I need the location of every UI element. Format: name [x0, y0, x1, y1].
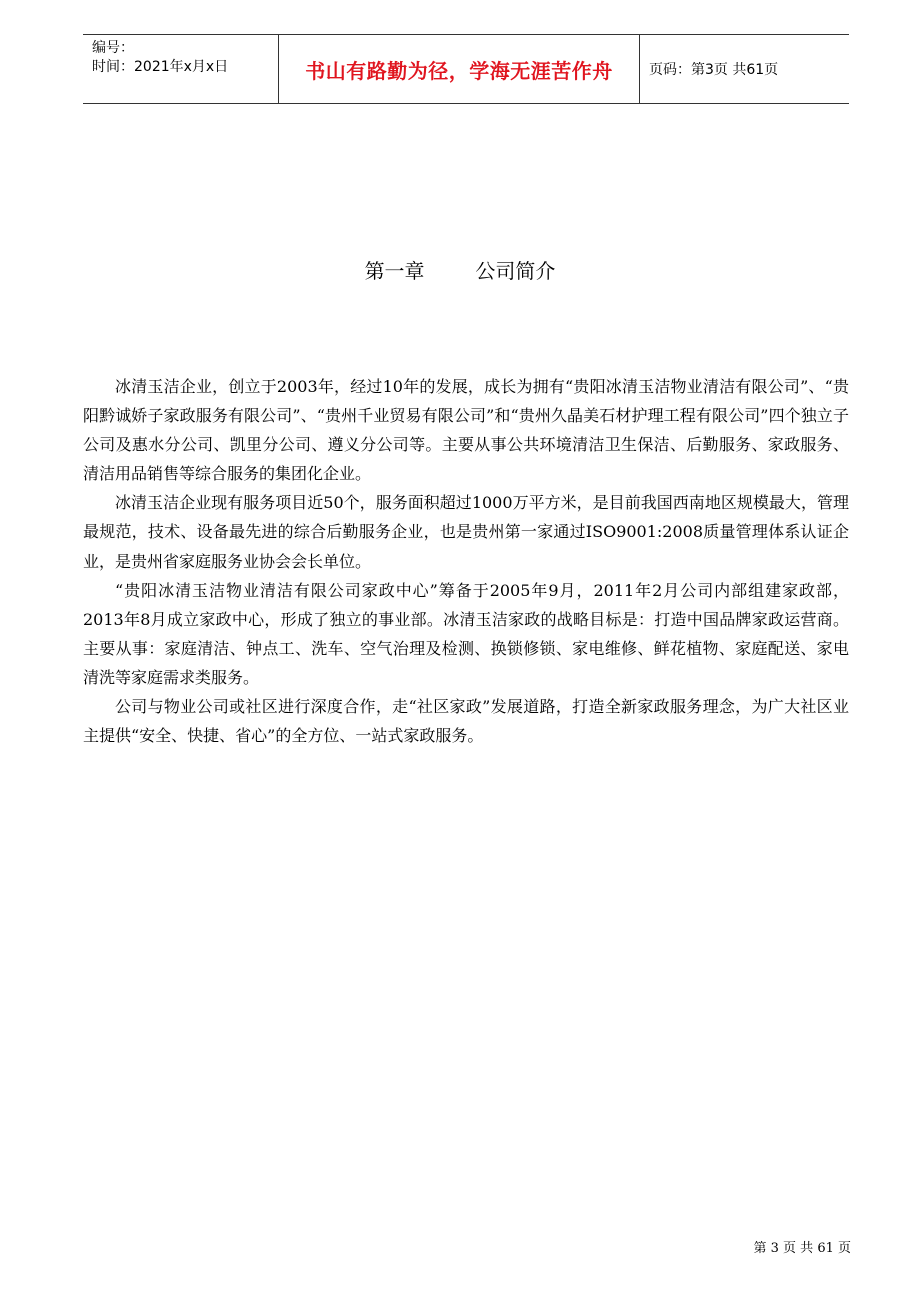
- paragraph-community-cooperation: 公司与物业公司或社区进行深度合作，走“社区家政”发展道路，打造全新家政服务理念，为广大社区业主提供“安全、快捷、省心”的全方位、一站式家政服务。: [83, 697, 849, 746]
- header-page-cell: [640, 35, 849, 103]
- header-motto: 书山有路勤为径，学海无涯苦作舟: [305, 58, 613, 83]
- paragraph-service-scale: 冰清玉洁企业现有服务项目近50个，服务面积超过1000万平方米，是目前我国西南地区规模最大，管理最规范，技术、设备最先进的综合后勤服务企业，也是贵州第一家通过ISO9001:2008质量管理体系认证企业，是贵州省家庭服务业协会会长单位。: [83, 493, 849, 571]
- chapter-title: 第一章 公司简介: [364, 259, 556, 283]
- page-header: [83, 34, 849, 104]
- paragraph-housekeeping-center: “贵阳冰清玉洁物业清洁有限公司家政中心”筹备于2005年9月，2011年2月公司内部组建家政部，2013年8月成立家政中心，形成了独立的事业部。冰清玉洁家政的战略目标是：打造中国品牌家政运营商。主要从事：家庭清洁、钟点工、洗车、空气治理及检测、换锁修锁、家电维修、鲜花植物、家庭配送、家电清洗等家庭需求类服务。: [83, 580, 849, 687]
- header-left-cell: [83, 35, 279, 103]
- document-body: [83, 372, 849, 750]
- paragraph-company-overview: 冰清玉洁企业，创立于2003年，经过10年的发展，成长为拥有“贵阳冰清玉洁物业清洁有限公司”、“贵阳黔诚娇子家政服务有限公司”、“贵州千业贸易有限公司”和“贵州久晶美石材护理工程有限公司”四个独立子公司及惠水分公司、凯里分公司、遵义分公司等。主要从事公共环境清洁卫生保洁、后勤服务、家政服务、清洁用品销售等综合服务的集团化企业。: [83, 377, 849, 484]
- page-footer: 第 3 页 共 61 页: [753, 1241, 851, 1256]
- document-date-label: 时间：2021年x月x日: [92, 59, 229, 75]
- document-number-label: 编号：: [92, 40, 134, 56]
- header-page-number: 页码：第3页 共61页: [649, 62, 779, 78]
- header-motto-cell: [279, 35, 640, 103]
